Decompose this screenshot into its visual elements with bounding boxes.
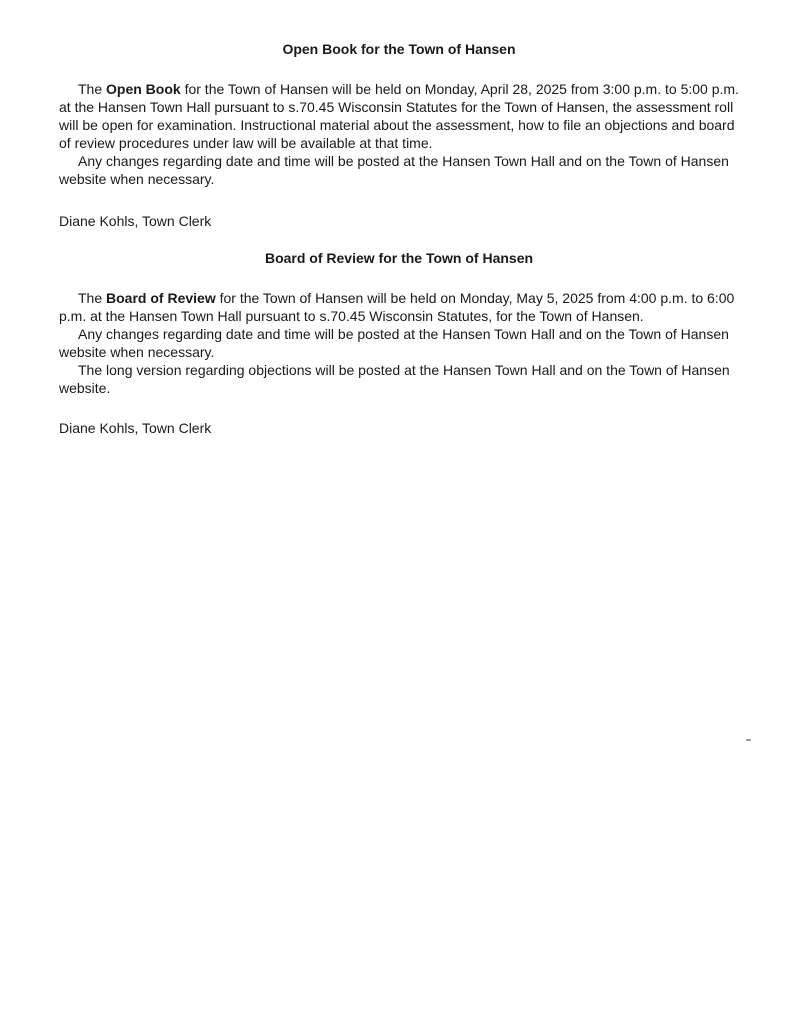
open-book-body: for the Town of Hansen will be held on Monday, April 28, 2025 from 3:00 p.m. to 5:00 p.m. at the Hansen Town Hall pursuant to s.70.45 Wisconsin Statutes for the Town of Hansen, the assessment roll will be open for examination. Instructional material about the assessment, how to file an objections and board of review procedures under law will be available at that time.: [59, 81, 739, 151]
board-of-review-paragraph-3: The long version regarding objections will be posted at the Hansen Town Hall and on the Town of Hansen website.: [59, 362, 730, 396]
board-of-review-intro: The: [78, 290, 107, 306]
open-book-section: [59, 40, 739, 188]
board-of-review-heading: Board of Review for the Town of Hansen: [264, 250, 534, 266]
open-book-bold-term: Open Book: [106, 81, 181, 97]
board-of-review-signature: Diane Kohls, Town Clerk: [59, 420, 212, 436]
board-of-review-body: for the Town of Hansen will be held on Monday, May 5, 2025 from 4:00 p.m. to 6:00 p.m. at the Hansen Town Hall pursuant to s.70.45 Wisconsin Statutes, for the Town of Hansen.: [59, 290, 735, 324]
open-book-heading: Open Book for the Town of Hansen: [282, 41, 516, 57]
board-of-review-paragraph-2: Any changes regarding date and time will be posted at the Hansen Town Hall and on the Town of Hansen website when necessary.: [59, 326, 729, 360]
scan-speck: [746, 739, 751, 741]
open-book-paragraph-2: Any changes regarding date and time will be posted at the Hansen Town Hall and on the Town of Hansen website when necessary.: [59, 153, 729, 187]
board-of-review-paragraph-1: [59, 289, 739, 325]
board-of-review-bold-term: Board of Review: [106, 290, 216, 306]
open-book-paragraph-1: [59, 80, 739, 152]
open-book-signature: Diane Kohls, Town Clerk: [59, 213, 212, 229]
board-of-review-section: [59, 249, 739, 397]
open-book-intro: The: [78, 81, 107, 97]
